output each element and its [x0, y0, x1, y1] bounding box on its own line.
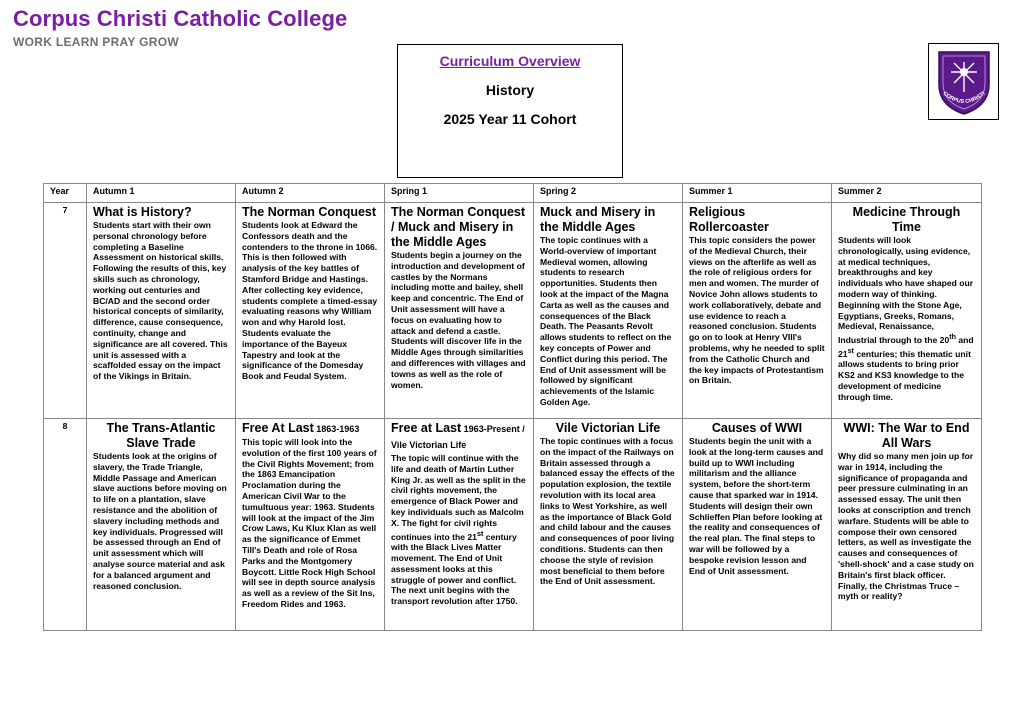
- unit-cell: [87, 203, 236, 419]
- unit-description: Why did so many men join up for war in 1914, including the significance of propaganda and peer pressure culminating in an assessed essay. The unit then looks at conscription and trench warfare. Students will be able to compose their own censored letters, as well as investigate the causes and consequences of 'shell-shock' and a case study on Britain's first black officer. Finally, the Christmas Truce – myth or reality?: [838, 451, 974, 602]
- unit-description: Students look at Edward the Confessors death and the contenders to the throne in 1066. This is then followed with analysis of the key battles of Stamford Bridge and Hastings. After collecting key evidence, students complete a timed-essay evaluating reasons why William won and why Harold lost. Students evaluate the importance of the Bayeux Tapestry and look at the significance of the Domesday Book and Feudal System.: [242, 220, 378, 382]
- unit-cell: [832, 203, 982, 419]
- unit-title: [391, 421, 527, 453]
- unit-description: The topic continues with a focus on the impact of the Railways on Britain assessed through a balanced essay the effects of the population explosion, the textile revolution with its local area links to West Yorkshire, as well as the importance of Black Gold and child labour and the causes and consequences of poor living conditions. Students can then choose the style of revision most beneficial to them before the End of Unit assessment.: [540, 436, 675, 587]
- unit-title: Vile Victorian Life: [555, 421, 661, 435]
- col-header-spring-1: Spring 1: [385, 184, 534, 203]
- unit-description: Students begin a journey on the introduction and development of castles by the Normans including motte and bailey, shell keep and concentric. The End of Unit assessment will have a focus on evaluating how to attack and defend a castle. Students will discover life in the Middle Ages through similarities and differences with villages and towns as well as the role of women.: [391, 250, 526, 390]
- year-cell: 7: [44, 203, 87, 419]
- unit-description: Students look at the origins of slavery, the Trade Triangle, Middle Passage and American slave auctions before moving on to life on a plantation, slave resistance and the abolition of slavery including methods and key individuals. Progressed will be assessed through an End of unit assessment which will analyse source material and ask for a balanced argument and reasoned conclusion.: [93, 451, 227, 591]
- unit-title: Medicine Through Time: [852, 205, 961, 234]
- superscript: st: [847, 346, 854, 355]
- crest-text: CORPUS CHRISTI: [941, 90, 987, 106]
- unit-title: The Trans-Atlantic Slave Trade: [106, 421, 216, 450]
- unit-cell: [385, 203, 534, 419]
- header-row: [44, 184, 982, 203]
- unit-title: The Norman Conquest: [242, 205, 377, 219]
- unit-description-part: and 21: [838, 335, 974, 359]
- unit-title-main: Free at Last: [391, 421, 462, 435]
- unit-description: [838, 235, 975, 403]
- unit-description: This topic considers the power of the Medieval Church, their views on the afterlife as well as the role of religious orders for men and women. The murder of Novice John allows students to work collaboratively, debate and use evidence to reach a reasoned conclusion. Students go on to look at Henry VIII's problems, why he needed to split from the Catholic Church and the key impacts of Protestantism on Britain.: [689, 235, 825, 386]
- table-row-year-7: [44, 203, 982, 419]
- unit-cell: [87, 419, 236, 631]
- col-header-spring-2: Spring 2: [534, 184, 683, 203]
- unit-cell: [385, 419, 534, 631]
- school-motto: WORK LEARN PRAY GROW: [13, 35, 180, 49]
- unit-title-dates: 1863-1963: [313, 424, 360, 434]
- unit-title: The Norman Conquest / Muck and Misery in the Middle Ages: [391, 205, 526, 249]
- unit-cell: [832, 419, 982, 631]
- unit-cell: [236, 203, 385, 419]
- curriculum-table: [43, 183, 982, 631]
- unit-title: WWI: The War to End All Wars: [843, 421, 970, 450]
- school-crest: [928, 43, 999, 120]
- unit-description: Students begin the unit with a look at the long-term causes and build up to WWI including militarism and the alliance system, before the short-term cause that sparked war in 1914. Students will design their own Schlieffen Plan before looking at the reality and consequences of the real plan. The final steps to war will be followed by a bespoke revision lesson and End of Unit assessment.: [689, 436, 824, 576]
- unit-cell: [534, 203, 683, 419]
- unit-description-part: century with the Black Lives Matter movement. The End of Unit assessment looks at this struggle of power and conflict. The next unit begins with the transport revolution after 1750.: [391, 531, 518, 607]
- unit-title: Muck and Misery in the Middle Ages: [540, 205, 656, 234]
- unit-cell: [683, 203, 832, 419]
- superscript: th: [949, 333, 957, 342]
- unit-description-part: centuries; this thematic unit allows students to bring prior KS2 and KS3 knowledge to the development of medicine through time.: [838, 348, 971, 402]
- superscript: st: [476, 529, 484, 538]
- table-row-year-8: [44, 419, 982, 631]
- crest-shield-icon: [935, 48, 993, 116]
- unit-cell: [534, 419, 683, 631]
- unit-description-part: Students will look chronologically, using evidence, at medical techniques, breakthroughs and key individuals who have shaped our modern way of thinking. Beginning with the Stone Age, Egyptians, Greeks, Romans, Medieval, Renaissance, Industrial through to the 20: [838, 235, 974, 346]
- title-box: [397, 44, 623, 178]
- unit-title: What is History?: [93, 205, 192, 219]
- unit-cell: [683, 419, 832, 631]
- year-cell: 8: [44, 419, 87, 631]
- subject-title: History: [485, 82, 535, 98]
- col-header-summer-2: Summer 2: [832, 184, 982, 203]
- unit-title: Causes of WWI: [711, 421, 803, 435]
- overview-title: Curriculum Overview: [439, 53, 581, 69]
- unit-description: Students start with their own personal chronology before completing a Baseline Assessment on historical skills. Following the results of this, key skills such as chronology, working out centuries and BC/AD and the second order historical concepts of similarity, difference, cause consequence, continuity, change and significance are all covered. This unit is assessed with a scaffolded essay on the impact of the Vikings in Britain.: [93, 220, 228, 382]
- cohort-title: 2025 Year 11 Cohort: [443, 111, 577, 127]
- unit-title: [242, 421, 378, 437]
- unit-description: This topic will look into the evolution of the first 100 years of the Civil Rights Movement; from the 1863 Emancipation Proclamation during the American Civil War to the tumultuous year: 1963. Students will look at the impact of the Jim Crow Laws, Ku Klux Klan as well as the significance of Emmet Till's Death and role of Rosa Parks and the Montgomery Boycott. Little Rock High School will see in depth source analysis as well as a review of the Sit Ins, Freedom Rides and 1963.: [242, 437, 377, 609]
- col-header-year: Year: [44, 184, 87, 203]
- unit-title: Religious Rollercoaster: [689, 205, 769, 234]
- unit-description: The topic continues with a World-overview of important Medieval women, allowing students to research opportunities. Students then look at the impact of the Magna Carta as well as the causes and consequences of the Black Death. The Peasants Revolt allows students to reflect on the key concepts of Power and Conflict during this period. The End of Unit assessment will be followed by significant achievements of the Islamic Golden Age.: [540, 235, 672, 407]
- school-name: Corpus Christi Catholic College: [13, 6, 348, 31]
- unit-title-main: Free At Last: [242, 421, 314, 435]
- unit-description-part: The topic will continue with the life and death of Martin Luther King Jr. as well as the split in the civil rights movement, the emergence of Black Power and key individuals such as Malcolm X. The fight for civil rights continues into the 21: [391, 453, 526, 542]
- unit-description: [391, 453, 527, 607]
- col-header-autumn-1: Autumn 1: [87, 184, 236, 203]
- unit-cell: [236, 419, 385, 631]
- unit-title-dates: 1963-Present / Vile Victorian Life: [391, 424, 525, 450]
- col-header-summer-1: Summer 1: [683, 184, 832, 203]
- col-header-autumn-2: Autumn 2: [236, 184, 385, 203]
